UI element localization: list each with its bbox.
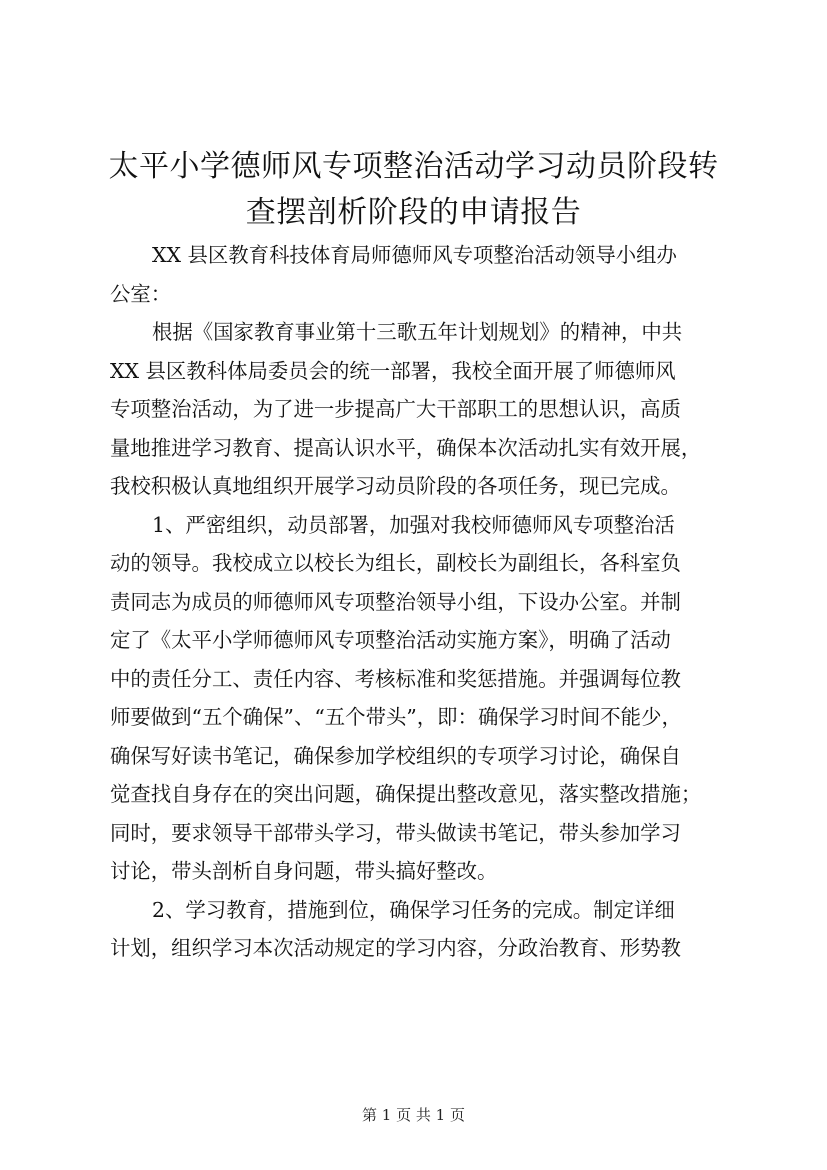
paragraph-2-line-8: 觉查找自身存在的突出问题，确保提出整改意见，落实整改措施； bbox=[110, 782, 702, 806]
paragraph-1-line-3: 专项整治活动，为了进一步提高广大干部职工的思想认识，高质 bbox=[110, 397, 681, 421]
paragraph-2-line-1: 1、严密组织，动员部署，加强对我校师德师风专项整治活 bbox=[152, 512, 675, 537]
document-body bbox=[110, 236, 730, 968]
paragraph-2-line-4: 定了《太平小学师德师风专项整治活动实施方案》，明确了活动 bbox=[110, 628, 671, 652]
paragraph-2-line-9: 同时，要求领导干部带头学习，带头做读书笔记，带头参加学习 bbox=[110, 820, 681, 845]
paragraph-2-line-7: 确保写好读书笔记，确保参加学校组织的专项学习讨论，确保自 bbox=[110, 743, 681, 768]
paragraph-2-line-10: 讨论，带头剖析自身问题，带头搞好整改。 bbox=[110, 859, 498, 883]
paragraph-3-line-1: 2、学习教育，措施到位，确保学习任务的完成。制定详细 bbox=[152, 897, 675, 922]
paragraph-2-line-3: 责同志为成员的师德师风专项整治领导小组，下设办公室。并制 bbox=[110, 589, 681, 614]
paragraph-2-line-6: 师要做到“五个确保”、“五个带头”，即：确保学习时间不能少， bbox=[110, 705, 682, 729]
paragraph-1-line-5: 我校积极认真地组织开展学习动员阶段的各项任务，现已完成。 bbox=[110, 474, 681, 498]
paragraph-1-line-2: XX 县区教科体局委员会的统一部署，我校全面开展了师德师风 bbox=[110, 358, 676, 383]
paragraph-1-line-4: 量地推进学习教育、提高认识水平，确保本次活动扎实有效开展， bbox=[110, 435, 702, 460]
document-title-line-2: 查摆剖析阶段的申请报告 bbox=[245, 195, 582, 230]
paragraph-2-line-2: 动的领导。我校成立以校长为组长，副校长为副组长，各科室负 bbox=[110, 551, 681, 575]
page-footer: 第 1 页 共 1 页 bbox=[362, 1106, 465, 1124]
paragraph-3-line-2: 计划，组织学习本次活动规定的学习内容，分政治教育、形势教 bbox=[110, 936, 681, 960]
addressee-line-1: XX 县区教育科技体育局师德师风专项整治活动领导小组办 bbox=[152, 243, 677, 267]
addressee-line-2: 公室： bbox=[110, 281, 172, 306]
document-title-line-1: 太平小学德师风专项整治活动学习动员阶段转 bbox=[108, 149, 719, 184]
paragraph-1-line-1: 根据《国家教育事业第十三歌五年计划规划》的精神，中共 bbox=[152, 320, 683, 344]
paragraph-2-line-5: 中的责任分工、责任内容、考核标准和奖惩措施。并强调每位教 bbox=[110, 666, 681, 691]
